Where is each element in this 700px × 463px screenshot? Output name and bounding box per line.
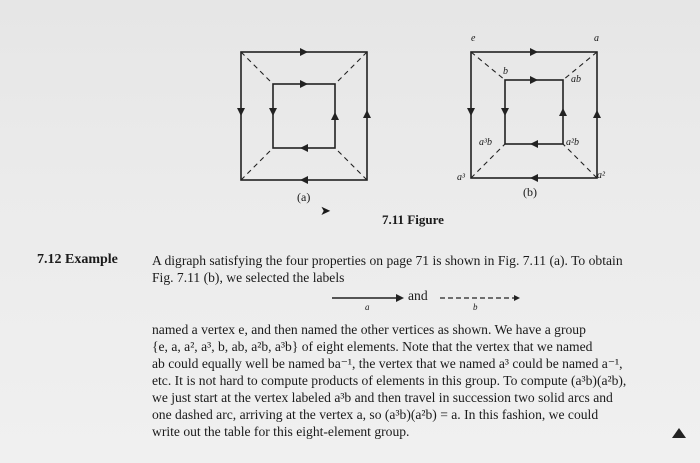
vertex-label-b: b [503,66,508,77]
arrow-legend-lines [330,287,530,317]
vertex-label-e: e [471,33,476,44]
vertex-label-a2: a² [597,170,605,181]
body-line-1: named a vertex e, and then named the other vertices as shown. We have a group [152,322,586,337]
digraph-a-inner-square [273,84,335,148]
body-line-7: write out the table for this eight-element group. [152,424,410,439]
caption-a: (a) [297,190,311,204]
vertex-label-a3: a³ [457,172,465,183]
example-label: 7.12 Example [37,252,118,267]
dashed-arrow-label: b [473,302,478,312]
mouse-cursor-icon: ➤ [320,203,331,218]
example-line-2: Fig. 7.11 (b), we selected the labels [152,270,345,285]
body-line-5: we just start at the vertex labeled a³b and then travel in succession two solid arcs and [152,390,613,405]
digraph-b [467,48,601,182]
digraph-b-inner-square [505,80,563,144]
vertex-label-ab: ab [571,74,581,85]
vertex-label-a3b: a³b [479,137,492,148]
vertex-label-a2b: a²b [566,137,579,148]
figure-title: 7.11 Figure [382,212,444,227]
digraph-a [237,48,371,184]
body-line-3: ab could equally well be named ba⁻¹, the vertex that we named a³ could be named a⁻¹, [152,356,623,371]
and-text: and [408,288,428,303]
digraph-a-outer-square [241,52,367,180]
example-line-1: A digraph satisfying the four properties on page 71 is shown in Fig. 7.11 (a). To obtain [152,253,623,268]
triangle-icon [672,428,686,438]
solid-arrow-label: a [365,302,370,312]
body-line-2: {e, a, a², a³, b, ab, a²b, a³b} of eight elements. Note that the vertex that we named [152,339,593,354]
body-line-4: etc. It is not hard to compute products of elements in this group. To compute (a³b)(a²b), [152,373,627,388]
caption-b: (b) [523,185,537,199]
arrow-legend [330,287,530,317]
vertex-label-a: a [594,33,599,44]
body-line-6: one dashed arc, arriving at the vertex a, so (a³b)(a²b) = a. In this fashion, we could [152,407,599,422]
digraph-b-outer-square [471,52,597,178]
